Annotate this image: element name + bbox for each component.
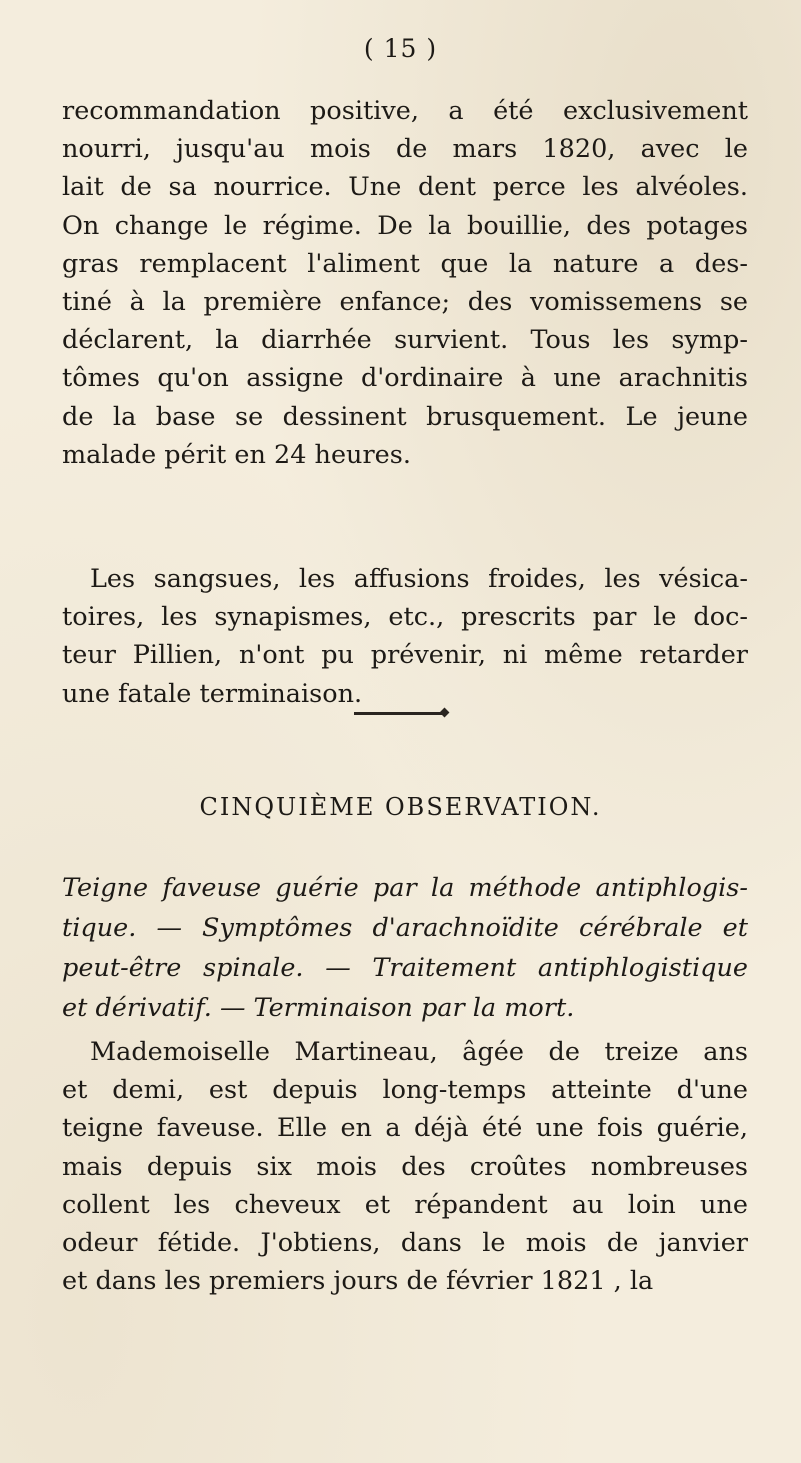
text-line: tômes qu'on assigne d'ordinaire à une arachnitis bbox=[62, 363, 748, 394]
text-line: mais depuis six mois des croûtes nombreuses bbox=[62, 1151, 748, 1182]
text-line: odeur fétide. J'obtiens, dans le mois de janvier bbox=[62, 1227, 748, 1258]
summary-line: peut-être spinale. — Traitement antiphlogistique bbox=[62, 953, 748, 983]
summary-line: Teigne faveuse guérie par la méthode antiphlogis- bbox=[62, 873, 748, 903]
text-line: teur Pillien, n'ont pu prévenir, ni même retarder bbox=[62, 640, 748, 671]
text-line: une fatale terminaison. bbox=[62, 678, 363, 709]
text-line: déclarent, la diarrhée survient. Tous les symp- bbox=[62, 325, 748, 356]
text-line: teigne faveuse. Elle en a déjà été une fois guérie, bbox=[62, 1113, 748, 1144]
text-line: lait de sa nourrice. Une dent perce les alvéoles. bbox=[62, 172, 748, 203]
text-line: nourri, jusqu'au mois de mars 1820, avec le bbox=[62, 134, 748, 165]
text-line: malade périt en 24 heures. bbox=[62, 439, 411, 470]
text-line: et demi, est depuis long-temps atteinte d'une bbox=[62, 1075, 748, 1106]
summary-line: tique. — Symptômes d'arachnoïdite cérébrale et bbox=[62, 913, 748, 943]
text-line: Les sangsues, les affusions froides, les vésica- bbox=[90, 564, 748, 594]
text-line: toires, les synapismes, etc., prescrits par le doc- bbox=[62, 602, 748, 633]
text-line: tiné à la première enfance; des vomissemens se bbox=[62, 286, 748, 317]
paragraph-1 bbox=[62, 92, 748, 474]
observation-summary bbox=[62, 868, 748, 1028]
summary-line: et dérivatif. — Terminaison par la mort. bbox=[62, 993, 575, 1023]
text-line: Mademoiselle Martineau, âgée de treize ans bbox=[90, 1037, 748, 1067]
text-line: de la base se dessinent brusquement. Le jeune bbox=[62, 401, 748, 432]
text-line: recommandation positive, a été exclusivement bbox=[62, 96, 748, 126]
section-heading: CINQUIÈME OBSERVATION. bbox=[199, 793, 602, 821]
text-line: gras remplacent l'aliment que la nature a des- bbox=[62, 248, 748, 279]
text-line: On change le régime. De la bouillie, des potages bbox=[62, 210, 748, 241]
paragraph-2 bbox=[62, 560, 748, 713]
text-line: collent les cheveux et répandent au loin une bbox=[62, 1189, 748, 1220]
text-line: et dans les premiers jours de février 1821 , la bbox=[62, 1266, 654, 1297]
section-separator-rule bbox=[354, 712, 444, 715]
paragraph-3 bbox=[62, 1033, 748, 1300]
page-number: ( 15 ) bbox=[363, 34, 438, 63]
